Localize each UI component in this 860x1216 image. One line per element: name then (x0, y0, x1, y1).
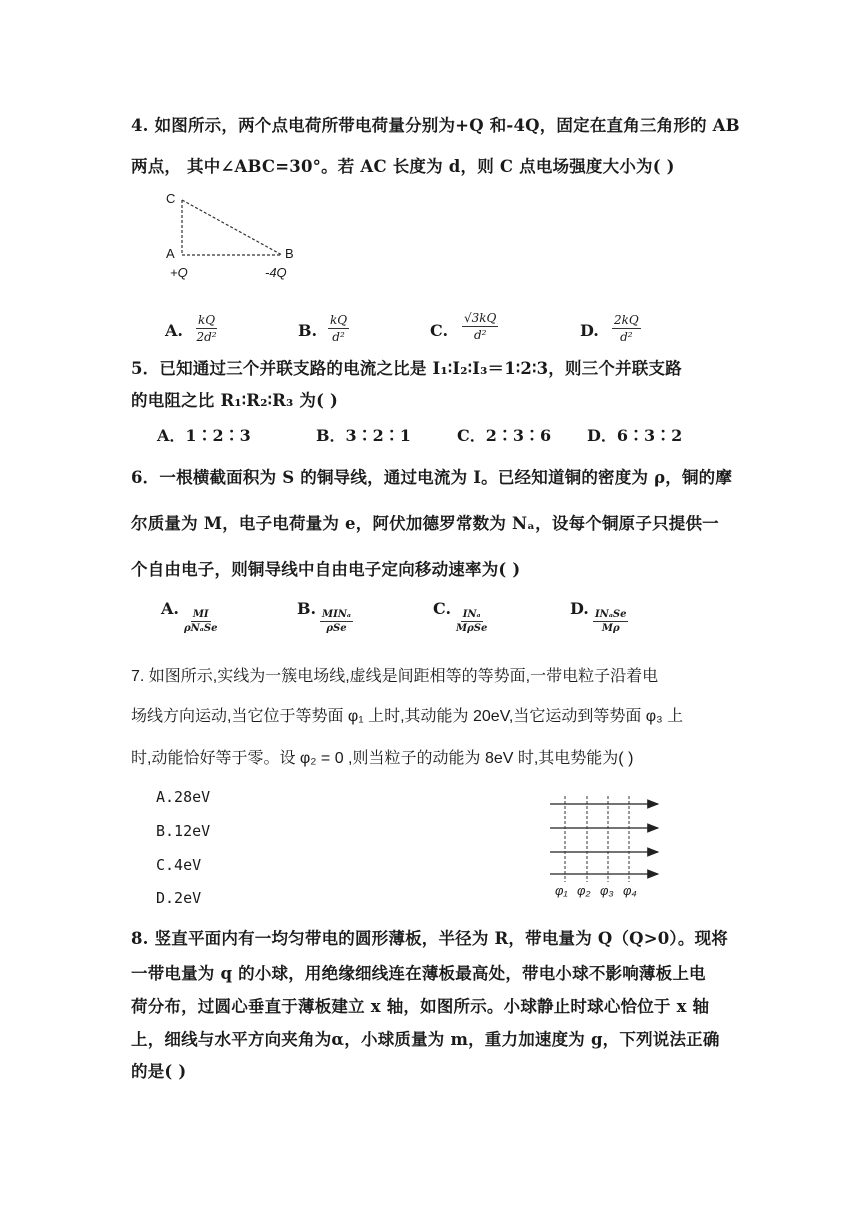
fraction-denominator: d² (332, 330, 345, 344)
q6-option-b-fraction (320, 609, 353, 634)
q7-stem-line-2: 场线方向运动,当它位于等势面 φ₁ 上时,其动能为 20eV,当它运动到等势面 φ₃ 上 (131, 708, 684, 725)
fraction-numerator: MI (192, 609, 209, 620)
q6-option-b-letter[interactable]: B. (297, 599, 317, 618)
fraction-denominator: ρSe (326, 623, 347, 634)
phi-label-1: φ₁ (555, 883, 568, 898)
fraction-denominator: MρSe (456, 623, 488, 634)
fraction-denominator: Mρ (601, 623, 620, 634)
q8-stem-line-3: 荷分布，过圆心垂直于薄板建立 x 轴，如图所示。小球静止时球心恰位于 x 轴 (131, 997, 710, 1016)
q4-stem-line-2: 两点， 其中∠ABC=30°。若 AC 长度为 d，则 C 点电场强度大小为( ) (131, 157, 675, 176)
q4-option-d-letter[interactable]: D. (580, 321, 599, 340)
q7-option-b[interactable]: B.12eV (156, 822, 211, 840)
fraction-numerator: 2kQ (614, 313, 639, 327)
q5-option-b[interactable]: B．3∶2∶1 (316, 426, 411, 445)
q7-option-c[interactable]: C.4eV (156, 856, 202, 874)
q5-option-d[interactable]: D．6∶3∶2 (587, 426, 683, 445)
q6-option-d-fraction (593, 609, 628, 634)
q4-option-a-fraction (196, 313, 217, 344)
q4-option-d-fraction (612, 313, 641, 344)
q4-option-c-fraction (462, 311, 498, 342)
q4-option-a-letter[interactable]: A. (165, 321, 183, 340)
fraction-denominator: ρNₐSe (184, 623, 218, 634)
q7-stem-line-3: 时,动能恰好等于零。设 φ₂ = 0 ,则当粒子的动能为 8eV 时,其电势能为( ) (131, 750, 634, 767)
q6-option-c-fraction (456, 609, 487, 634)
phi-label-2: φ₂ (577, 883, 591, 898)
charge-label-b: -4Q (265, 265, 287, 280)
side-bc (182, 200, 282, 255)
q4-option-c-letter[interactable]: C. (430, 321, 449, 340)
q4-stem-line-1: 4. 如图所示，两个点电荷所带电荷量分别为+Q 和-4Q，固定在直角三角形的 AB (131, 116, 740, 135)
q6-option-a-letter[interactable]: A. (161, 599, 179, 618)
fraction-denominator: 2d² (196, 330, 217, 344)
fraction-numerator: √3kQ (464, 311, 497, 325)
vertex-label-a: A (166, 246, 175, 261)
electric-field-diagram (548, 794, 668, 884)
q6-stem-line-3: 个自由电子，则铜导线中自由电子定向移动速率为( ) (131, 560, 521, 579)
q6-stem-line-2: 尔质量为 M，电子电荷量为 e，阿伏加德罗常数为 Nₐ，设每个铜原子只提供一 (131, 514, 719, 533)
fraction-denominator: d² (473, 328, 487, 342)
q6-stem-line-1: 6．一根横截面积为 S 的铜导线，通过电流为 I。已经知道铜的密度为 ρ，铜的摩 (131, 468, 733, 487)
q5-option-c[interactable]: C．2∶3∶6 (457, 426, 552, 445)
fraction-denominator: d² (620, 330, 633, 344)
q8-stem-line-4: 上，细线与水平方向夹角为α，小球质量为 m，重力加速度为 g，下列说法正确 (131, 1030, 720, 1049)
q8-stem-line-2: 一带电量为 q 的小球，用绝缘细线连在薄板最高处，带电小球不影响薄板上电 (131, 964, 706, 983)
q7-option-d[interactable]: D.2eV (156, 889, 202, 907)
q5-stem-line-2: 的电阻之比 R₁∶R₂∶R₃ 为( ) (131, 391, 339, 410)
fraction-numerator: kQ (198, 313, 216, 327)
q7-option-a[interactable]: A.28eV (156, 788, 211, 806)
q6-option-d-letter[interactable]: D. (570, 599, 589, 618)
q8-stem-line-1: 8. 竖直平面内有一均匀带电的圆形薄板，半径为 R，带电量为 Q（Q>0）。现将 (131, 929, 728, 948)
phi-label-4: φ₄ (623, 883, 637, 898)
q7-stem-line-1: 7. 如图所示,实线为一簇电场线,虚线是间距相等的等势面,一带电粒子沿着电 (131, 668, 659, 685)
q4-option-b-fraction (328, 313, 349, 344)
vertex-label-c: C (166, 191, 176, 206)
fraction-numerator: kQ (330, 313, 348, 327)
q5-stem-line-1: 5．已知通过三个并联支路的电流之比是 I₁∶I₂∶I₃＝1∶2∶3，则三个并联支路 (131, 359, 682, 378)
charge-label-a: +Q (170, 265, 188, 280)
fraction-numerator: INₐSe (595, 609, 627, 620)
vertex-label-b: B (285, 246, 294, 261)
fraction-numerator: MINₐ (322, 609, 351, 620)
q6-option-a-fraction (184, 609, 217, 634)
q6-option-c-letter[interactable]: C. (433, 599, 452, 618)
q8-stem-line-5: 的是( ) (131, 1062, 187, 1081)
q5-option-a[interactable]: A．1∶2∶3 (157, 426, 251, 445)
phi-label-3: φ₃ (600, 883, 614, 898)
q4-option-b-letter[interactable]: B. (298, 321, 318, 340)
fraction-numerator: INₐ (462, 609, 481, 620)
